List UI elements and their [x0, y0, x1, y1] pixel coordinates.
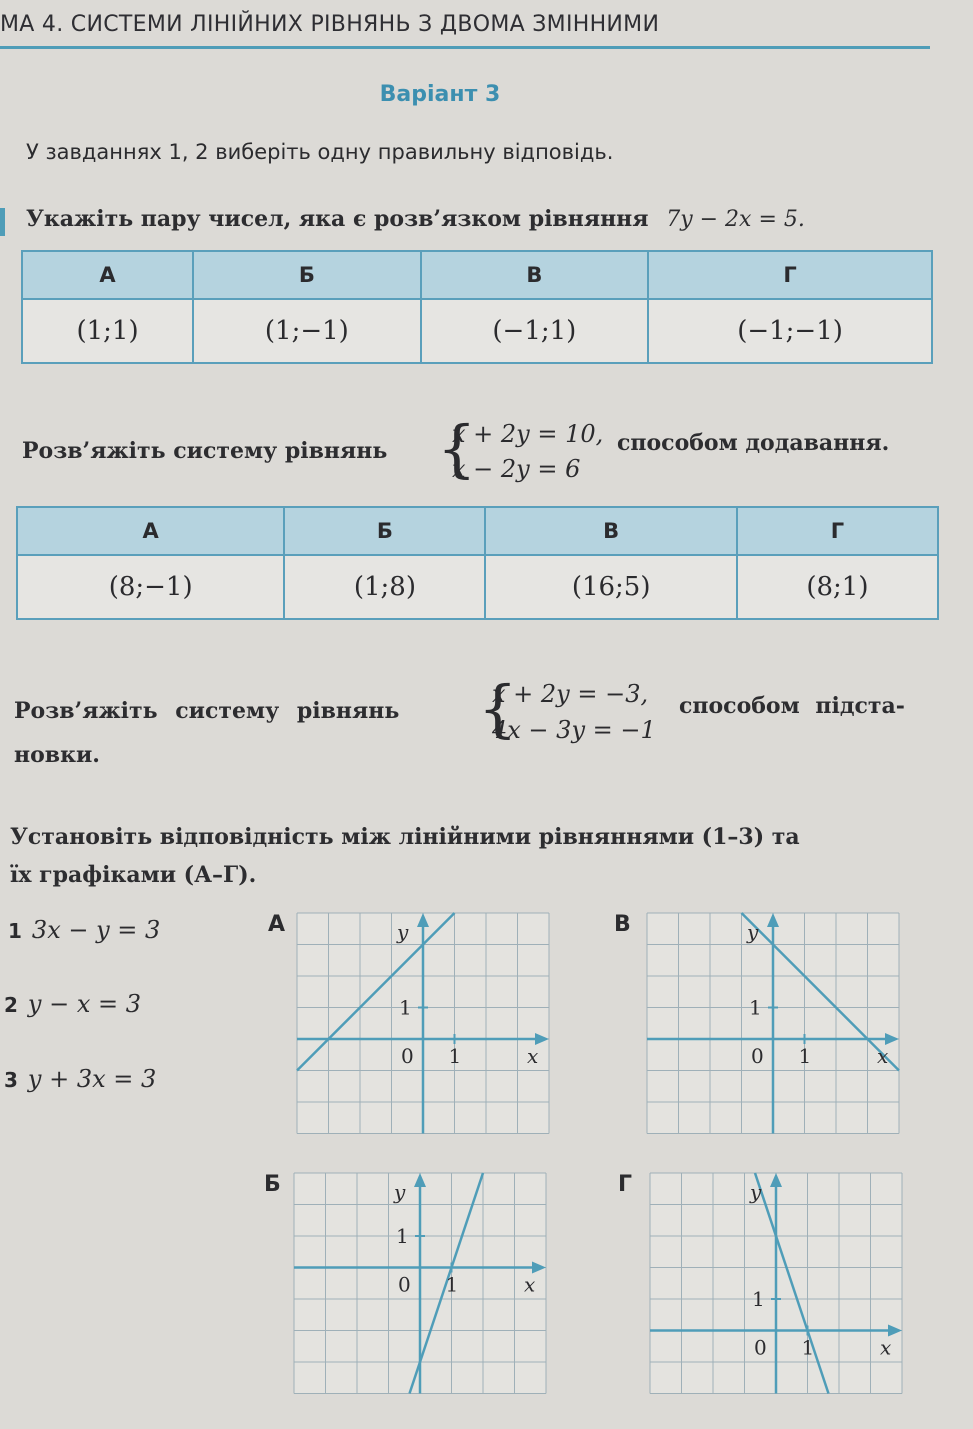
answer-header-b: Б	[193, 251, 421, 299]
answer-cell-a[interactable]: (8;−1)	[17, 555, 284, 619]
graph-a	[296, 912, 550, 1135]
y-unit-label: 1	[752, 1287, 765, 1311]
y-unit-label: 1	[396, 1224, 409, 1248]
answer-cell-g[interactable]: (−1;−1)	[648, 299, 932, 363]
equation-item-2	[4, 990, 141, 1018]
task1-equation: 7y − 2x = 5.	[666, 207, 805, 232]
graph-label-a: А	[268, 912, 286, 937]
origin-label: 0	[398, 1272, 411, 1297]
y-axis-label: y	[397, 920, 409, 944]
graph-v	[646, 912, 900, 1135]
equation-item-1	[8, 916, 160, 944]
variant-title: Варіант 3	[379, 82, 501, 107]
task2-answer-table	[16, 506, 939, 620]
graph-canvas	[293, 1172, 547, 1395]
graph-canvas	[296, 912, 550, 1135]
x-unit-label: 1	[801, 1335, 815, 1360]
answer-header-g: Г	[737, 507, 938, 555]
y-axis-label: y	[394, 1180, 406, 1204]
answer-cell-v[interactable]: (−1;1)	[421, 299, 649, 363]
task3-method-cont: новки.	[14, 742, 100, 768]
origin-label: 0	[754, 1335, 767, 1360]
equation-text: y − x = 3	[27, 990, 142, 1018]
task-marker	[0, 208, 5, 236]
x-axis-label: x	[524, 1272, 536, 1297]
equation-number: 2	[4, 993, 18, 1017]
task2-system-eq2: x − 2y = 6	[452, 455, 581, 483]
task2-prompt: Розв’яжіть систему рівнянь	[22, 438, 388, 464]
y-axis-label: y	[750, 1180, 762, 1204]
answer-header-a: А	[22, 251, 193, 299]
answer-header-v: В	[421, 251, 649, 299]
y-axis-label: y	[747, 920, 759, 944]
system-brace: {	[437, 412, 477, 485]
answer-header-v: В	[485, 507, 736, 555]
answer-cell-a[interactable]: (1;1)	[22, 299, 193, 363]
header-divider	[0, 46, 930, 49]
origin-label: 0	[751, 1044, 764, 1068]
task4-prompt-line2: їх графіками (А–Г).	[10, 862, 257, 888]
x-unit-label: 1	[445, 1272, 459, 1297]
instruction-text: У завданнях 1, 2 виберіть одну правильну відповідь.	[26, 140, 614, 164]
task1-answer-table	[21, 250, 933, 364]
answer-header-a: А	[17, 507, 284, 555]
y-unit-label: 1	[749, 995, 762, 1020]
graph-label-g: Г	[618, 1172, 633, 1197]
graph-canvas	[646, 912, 900, 1135]
task4-prompt-line1: Установіть відповідність між лінійними рівняннями (1–3) та	[10, 824, 800, 850]
section-header: МА 4. СИСТЕМИ ЛІНІЙНИХ РІВНЯНЬ З ДВОМА ЗМІННИМИ	[0, 12, 660, 37]
task3-system-eq1: x + 2y = −3,	[492, 680, 649, 708]
x-axis-label: x	[527, 1044, 539, 1068]
task3-method: способом підста-	[679, 693, 905, 719]
equation-item-3	[4, 1065, 156, 1093]
answer-cell-g[interactable]: (8;1)	[737, 555, 938, 619]
task2-method: способом додавання.	[617, 430, 890, 456]
graph-g	[649, 1172, 903, 1395]
answer-header-g: Г	[648, 251, 932, 299]
answer-header-b: Б	[284, 507, 485, 555]
x-unit-label: 1	[448, 1044, 462, 1068]
graph-label-v: В	[614, 912, 631, 937]
equation-text: 3x − y = 3	[31, 916, 161, 944]
y-unit-label: 1	[399, 995, 412, 1020]
equation-number: 3	[4, 1068, 18, 1092]
answer-cell-b[interactable]: (1;−1)	[193, 299, 421, 363]
x-unit-label: 1	[798, 1044, 812, 1068]
graph-label-b: Б	[264, 1172, 281, 1197]
answer-cell-v[interactable]: (16;5)	[485, 555, 736, 619]
origin-label: 0	[401, 1044, 414, 1068]
task1-prompt: Укажіть пару чисел, яка є розв’язком рівняння	[26, 206, 649, 232]
answer-cell-b[interactable]: (1;8)	[284, 555, 485, 619]
graph-canvas	[649, 1172, 903, 1395]
x-axis-label: x	[880, 1335, 892, 1360]
equation-text: y + 3x = 3	[27, 1065, 157, 1093]
equation-number: 1	[8, 919, 22, 943]
task3-system-eq2: 4x − 3y = −1	[492, 716, 656, 744]
task1-text	[26, 206, 805, 232]
system-brace: {	[478, 672, 518, 745]
graph-b	[293, 1172, 547, 1395]
x-axis-label: x	[877, 1044, 889, 1068]
task2-system-eq1: x + 2y = 10,	[452, 420, 604, 448]
task3-prompt: Розв’яжіть систему рівнянь	[14, 698, 400, 724]
